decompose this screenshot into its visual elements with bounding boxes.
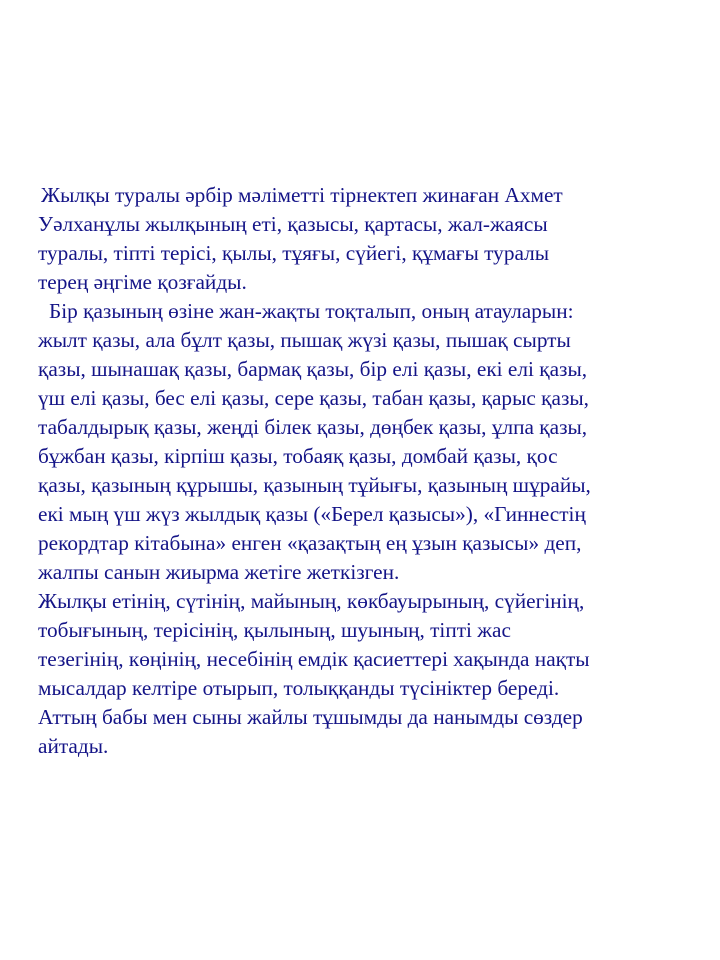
text-line: Аттың бабы мен сыны жайлы тұшымды да нанымды сөздер [38, 705, 583, 729]
text-line: жалпы санын жиырма жетіге жеткізген. [38, 560, 400, 584]
text-line: бұжбан қазы, кірпіш қазы, тобаяқ қазы, домбай қазы, қос [38, 444, 558, 468]
text-line: Уәлханұлы жылқының еті, қазысы, қартасы, жал-жаясы [38, 212, 548, 236]
text-line: тобығының, терісінің, қылының, шуының, тіпті жас [38, 618, 511, 642]
text-line: табалдырық қазы, жеңді білек қазы, дөңбек қазы, ұлпа қазы, [38, 415, 588, 439]
text-line: рекордтар кітабына» енген «қазақтың ең ұзын қазысы» деп, [38, 531, 582, 555]
text-line: тезегінің, көңінің, несебінің емдік қасиеттері хақында нақты [38, 647, 590, 671]
text-line: туралы, тіпті терісі, қылы, тұяғы, сүйегі, құмағы туралы [38, 241, 550, 265]
paragraph-3 [38, 587, 674, 703]
text-line: мысалдар келтіре отырып, толыққанды түсініктер береді. [38, 676, 560, 700]
body-text [38, 181, 674, 761]
text-line: Бір қазының өзіне жан-жақты тоқталып, оның атауларын: [49, 299, 574, 323]
paragraph-1 [38, 181, 674, 297]
text-line: екі мың үш жүз жылдық қазы («Берел қазысы»), «Гиннестің [38, 502, 586, 526]
paragraph-2 [38, 297, 674, 587]
text-line: жылт қазы, ала бұлт қазы, пышақ жүзі қазы, пышақ сырты [38, 328, 571, 352]
text-line: Жылқы етінің, сүтінің, майының, көкбауырының, сүйегінің, [38, 589, 585, 613]
text-line: Жылқы туралы әрбір мәліметті тірнектеп жинаған Ахмет [41, 183, 563, 207]
paragraph-4 [38, 703, 674, 761]
text-line: терең әңгіме қозғайды. [38, 270, 247, 294]
text-line: үш елі қазы, бес елі қазы, сере қазы, табан қазы, қарыс қазы, [38, 386, 590, 410]
text-line: қазы, шынашақ қазы, бармақ қазы, бір елі қазы, екі елі қазы, [38, 357, 588, 381]
text-line: қазы, қазының құрышы, қазының тұйығы, қазының шұрайы, [38, 473, 591, 497]
text-line: айтады. [38, 734, 109, 758]
